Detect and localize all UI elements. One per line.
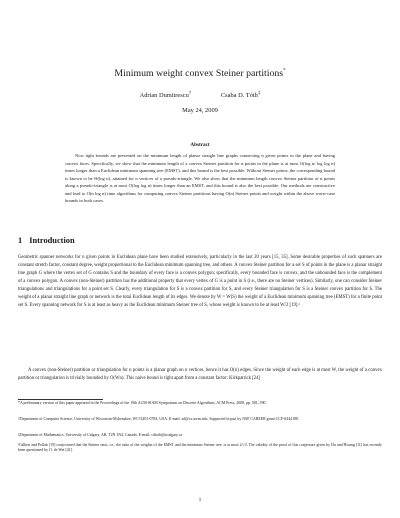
section-heading bbox=[18, 236, 75, 245]
intro-paragraph-1: Geometric spanner networks for n given points in Euclidean plane have been studied extensively, particularly in the last 20 years [15, 35]. Some desirable properties of such spanners are constant stretch factor, constant degree, weight proportional to the Euclidean minimum spanning tree, and others. A convex Steiner partition for a set S of points in the plane is a planar straight line graph G where the vertex set of G contains S and the boundary of every face is a convex polygon; specifically, every bounded face is convex, and the unbounded face is the complement of a convex polygon. A convex (non-Steiner) partition has the additional property that every vertex of G is a point in S (i.e., there are no Steiner vertices). Similarly, one can consider Steiner triangulations and triangulations for a point set S. Clearly, every triangulation for S is a convex partition for S, and every Steiner triangulation for S is a Steiner convex partition for S. The weight of a planar straight line graph or network is the total Euclidean length of its edges. We denote by W = W(S) the weight of a Euclidean minimum spanning tree (EMST) for a finite point set S. Every spanning network for S is at least as heavy as the Euclidean minimum Steiner tree of S, whose weight is known to be at least W/2 [19].¹ bbox=[18, 255, 383, 308]
section-title: Introduction bbox=[29, 236, 75, 245]
footnote-author-1: †Department of Computer Science, University of Wisconsin-Milwaukee, WI 53201-0784, USA. E-mail: ad@cs.uwm.edu. Supported in part by NSF CAREER grant CCF-0444188. bbox=[18, 417, 299, 421]
intro-paragraph-2: A convex (non-Steiner) partition or triangulation for n points is a planar graph on n vertices, hence it has O(n) edges. Since the weight of each edge is at most W, the weight of a convex partition or triangulation is trivially bounded by O(Wn). This naive bound is tight apart from a constant factor: Kirkpatrick [24] bbox=[18, 368, 382, 381]
author-2: Csaba D. Tóth‡ bbox=[220, 91, 261, 100]
author-1: Adrian Dumitrescu† bbox=[139, 91, 192, 100]
title-text: Minimum weight convex Steiner partitions bbox=[114, 68, 284, 79]
title-footnote-mark: * bbox=[283, 68, 286, 74]
abstract-heading: Abstract bbox=[190, 142, 210, 148]
page-number: 1 bbox=[198, 497, 202, 503]
footnote-rule bbox=[18, 399, 103, 400]
paper-title bbox=[0, 68, 400, 79]
section-number: 1 bbox=[18, 236, 23, 245]
abstract-text: Now tight bounds are presented on the minimum length of planar straight line graphs connecting n given points in the plane and having convex faces. Specifically, we show that the minimum length of a convex Steiner partition for n points in the plane is at most O(log n/ log log n) times longer than a Euclidean minimum spanning tree (EMST), and this bound is the best possible. Without Steiner points, the corresponding bound is known to be Θ(log n), attained for n vertices of a pseudo-triangle. We also show that the minimum length convex Steiner partition of n points along a pseudo-triangle is at most O(log log n) times longer than an EMST, and this bound is also the best possible. Our methods are constructive and lead to O(n log n) time algorithms for computing convex Steiner partitions having O(n) Steiner points and weight within the above worst-case bounds in both cases. bbox=[65, 153, 335, 204]
footnote-steiner-ratio: ¹Gilbert and Pollak [19] conjectured that the Steiner ratio, i.e., the ratio of the weights of the EMST and the minimum Steiner tree, is at most 2/√3. The validity of the proof of this conjecture given by Du and Hwang [11] has recently been questioned by O. de Wet [41]. bbox=[18, 443, 382, 453]
footnote-preliminary: *A preliminary version of this paper appeared in the Proceedings of the 19th ACM-SIAM Symposium on Discrete Algorithms, ACM Press, 2008, pp. 581–590. bbox=[18, 401, 267, 405]
footnote-author-2: ‡Department of Mathematics, University of Calgary, AB, T2N 1N4, Canada. E-mail: cdtoth@ucalgary.ca bbox=[18, 433, 183, 437]
paper-date: May 24, 2009 bbox=[182, 107, 218, 114]
author-list bbox=[0, 91, 400, 99]
